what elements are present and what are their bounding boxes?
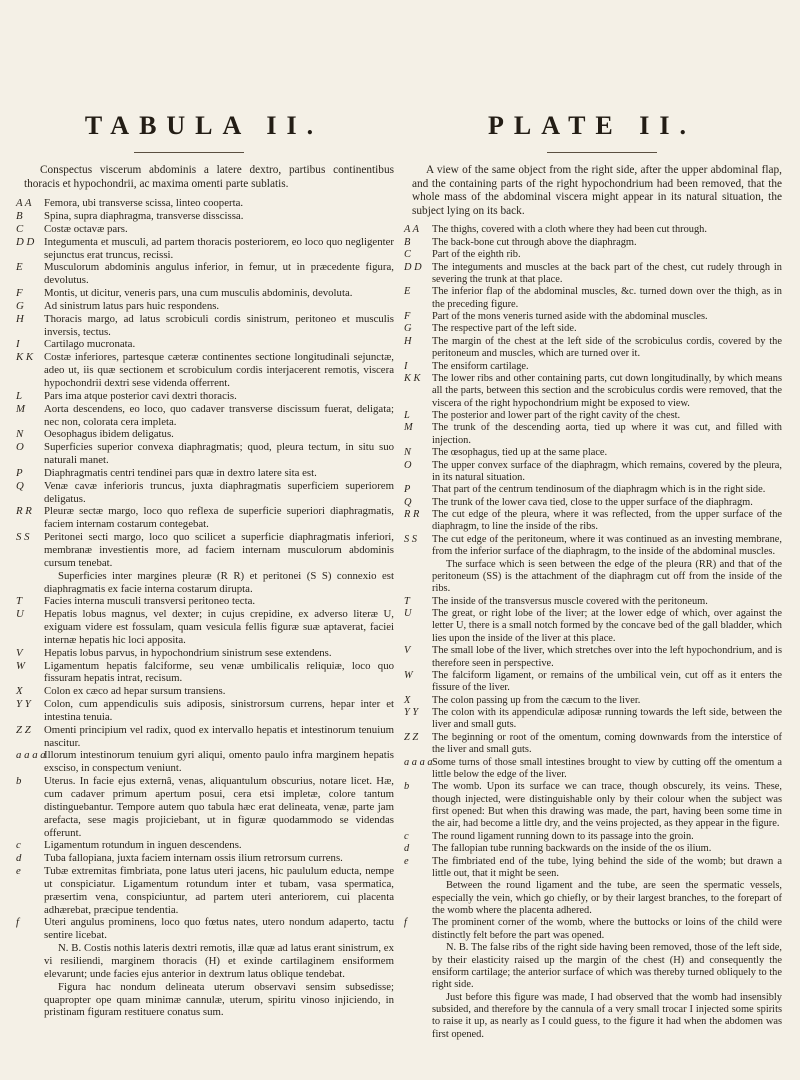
legend-entry (14, 839, 394, 852)
legend-entry (402, 645, 782, 670)
legend-text: The margin of the chest at the left side of the scrobiculus cordis, covered by the peritoneum and muscles, which are turned over it. (432, 335, 782, 360)
legend-text: Costæ inferiores, partesque cæteræ continentes sectione longitudinali sejunctæ, adeo ut, iis quæ sectionem et scrobiculum cordis interjacerent remotis, viscera hypochondrii dextri sese videnda offerrent. (44, 351, 394, 389)
legend-key: c (404, 830, 409, 842)
legend-key: I (16, 338, 20, 351)
legend-key: B (404, 236, 411, 248)
legend-entry (14, 403, 394, 429)
legend-text: That part of the centrum tendinosum of the diaphragm which is in the right side. (432, 484, 766, 496)
legend-text: Superficies inter margines pleuræ (R R) et peritonei (S S) connexio est diaphragmatis ex facie interna costarum dirupta. (44, 569, 394, 595)
legend-entry (14, 698, 394, 724)
legend-text: Diaphragmatis centri tendinei pars quæ in dextro latere sita est. (44, 466, 317, 479)
legend-entry (402, 695, 782, 707)
latin-intro: Conspectus viscerum abdominis a latere dextro, partibus continentibus thoracis et hypochondrii, ac maxima omenti parte sublatis. (24, 164, 394, 190)
legend-entry (402, 311, 782, 323)
legend-entry (402, 670, 782, 695)
legend-text: The fallopian tube running backwards on the inside of the os ilium. (432, 843, 712, 855)
legend-text: The integuments and muscles at the back part of the chest, cut rudely through in severing the trunk at that place. (432, 261, 782, 285)
legend-key: A A (404, 224, 419, 236)
legend-text: The falciform ligament, or remains of the umbilical vein, cut off as it enters the fissure of the liver. (432, 669, 782, 694)
legend-text: Ligamentum rotundum in inguen descendens. (44, 839, 242, 852)
legend-key: X (16, 685, 23, 698)
legend-text: Ligamentum hepatis falciforme, seu venæ umbilicalis reliquiæ, loco quo fissuram hepatis intrat, recisum. (44, 659, 394, 685)
legend-key: K K (404, 372, 421, 384)
legend-text: Pleuræ sectæ margo, loco quo reflexa de superficie superiori diaphragmatis, faciem internam costarum contegebat. (44, 505, 394, 531)
legend-entry (14, 428, 394, 441)
legend-key: E (16, 261, 23, 274)
legend-entry (402, 361, 782, 373)
legend-key: f (16, 916, 19, 929)
legend-text: Integumenta et musculi, ad partem thoracis posteriorem, eo loco quo negligenter sejunctus erat truncus, recissi. (44, 235, 394, 261)
legend-entry (14, 223, 394, 236)
legend-text: Hepatis lobus parvus, in hypochondrium sinistrum sese extendens. (44, 646, 332, 659)
english-column (402, 0, 782, 1041)
legend-key: d (404, 843, 410, 855)
legend-entry (402, 534, 782, 559)
legend-text: The ensiform cartilage. (432, 360, 529, 372)
legend-key: R R (404, 509, 420, 520)
legend-key: H (404, 335, 412, 347)
legend-key: e (404, 855, 409, 867)
latin-legend (14, 197, 394, 1019)
legend-key: M (404, 422, 413, 434)
legend-key: b (404, 781, 410, 793)
legend-entry (14, 390, 394, 403)
legend-entry (402, 460, 782, 485)
legend-entry (402, 237, 782, 249)
legend-key: G (16, 299, 24, 312)
note-paragraph: N. B. Costis nothis lateris dextri remotis, illæ quæ ad latus erant sinistrum, ex vi resiliendi, marginem thoracis (H) et exinde cartilaginem ensiformem elevarunt; unde facies ejus anterior in dextrum latus oblique tendebat. (44, 942, 394, 980)
legend-entry (14, 531, 394, 570)
legend-text: The prominent corner of the womb, where the buttocks or loins of the child were distinctly felt before the part was opened. (432, 917, 782, 941)
legend-text: Montis, ut dicitur, veneris pars, una cum musculis abdominis, devoluta. (44, 287, 353, 300)
legend-key: G (404, 323, 412, 335)
legend-key: S S (16, 531, 30, 544)
legend-entry (14, 775, 394, 839)
legend-key: b (16, 775, 22, 788)
legend-entry (14, 916, 394, 942)
legend-entry (14, 351, 394, 390)
legend-entry (402, 286, 782, 311)
legend-entry (14, 685, 394, 698)
legend-entry (14, 197, 394, 210)
legend-key: R R (16, 505, 32, 518)
legend-text: The trunk of the lower cava tied, close to the upper surface of the diaphragm. (432, 496, 753, 508)
legend-entry (402, 422, 782, 447)
legend-text: Femora, ubi transverse scissa, linteo cooperta. (44, 197, 244, 210)
legend-entry (402, 880, 782, 917)
legend-key: L (16, 389, 23, 402)
legend-text: Venæ cavæ inferioris truncus, juxta diaphragmatis superficiem superiorem deligatus. (44, 479, 394, 505)
legend-key: K K (16, 351, 34, 364)
legend-text: Some turns of those small intestines brought to view by cutting off the omentum a little below the edge of the liver. (432, 756, 782, 780)
legend-entry (14, 570, 394, 596)
legend-key: U (404, 608, 412, 619)
legend-entry (402, 224, 782, 236)
legend-key: O (404, 459, 412, 471)
legend-text: The inferior flap of the abdominal muscles, &c. turned down over the thigh, as in the preceding figure. (432, 286, 782, 310)
legend-text: The cut edge of the pleura, where it was reflected, from the upper surface of the diaphragm, to line the inside of the ribs. (432, 509, 782, 533)
legend-text: Peritonei secti margo, loco quo scilicet a superficie diaphragmatis inferiori, membranæ investientis more, ad faciem internam musculorum abdominis cursum tenebat. (44, 531, 394, 569)
legend-text: Aorta descendens, eo loco, quo cadaver transverse discissum fuerat, deligata; nec non, colorata cera impleta. (44, 402, 394, 428)
legend-entry (402, 262, 782, 287)
legend-key: B (16, 210, 23, 223)
legend-text: The inside of the transversus muscle covered with the peritoneum. (432, 595, 708, 607)
legend-entry (14, 505, 394, 531)
legend-entry (402, 757, 782, 782)
legend-text: Spina, supra diaphragma, transverse disscissa. (44, 210, 244, 223)
legend-text: Between the round ligament and the tube, are seen the spermatic vessels, especially the vein, which go chiefly, or by their largest branches, to the forepart of the womb where the placenta adhered. (432, 880, 782, 916)
legend-key: U (16, 608, 24, 621)
legend-entry (402, 410, 782, 422)
legend-key: X (404, 694, 411, 706)
legend-key: V (404, 645, 411, 657)
legend-text: Thoracis margo, ad latus scrobiculi cordis sinistrum, peritoneo et musculis inversis, tectus. (44, 312, 394, 338)
legend-entry (14, 467, 394, 480)
legend-entry (14, 210, 394, 223)
legend-entry (402, 447, 782, 459)
legend-key: W (16, 659, 25, 672)
legend-entry (402, 249, 782, 261)
legend-key: Q (404, 496, 412, 508)
legend-text: The œsophagus, tied up at the same place. (432, 447, 608, 459)
legend-text: Musculorum abdominis angulus inferior, in femur, ut in præcedente figura, devolutus. (44, 261, 394, 287)
legend-key: S S (404, 533, 417, 545)
legend-text: The cut edge of the peritoneum, where it was continued as an investing membrane, from the inferior surface of the diaphragm, to the inside of the abdominal muscles. (432, 533, 782, 558)
legend-key: P (404, 484, 411, 496)
heading-rule (134, 152, 244, 153)
legend-entry (14, 749, 394, 775)
legend-entry (402, 917, 782, 942)
legend-key: Z Z (404, 731, 419, 743)
legend-text: Pars ima atque posterior cavi dextri thoracis. (44, 389, 237, 402)
legend-entry (14, 441, 394, 467)
legend-entry (402, 509, 782, 534)
legend-key: T (404, 595, 410, 607)
legend-key: e (16, 865, 21, 878)
legend-key: I (404, 360, 408, 372)
legend-entry (14, 852, 394, 865)
legend-text: The lower ribs and other containing parts, cut down longitudinally, by which means all the parts, between this section and the scrobiculus cordis were removed, that the viscera of the right hypochondrium might be exposed to view. (432, 372, 782, 409)
legend-key: D D (404, 261, 422, 273)
note-paragraph: Just before this figure was made, I had observed that the womb had insensibly subsided, and therefore by the cannula of a very small trocar I injected some spirits to raise it up, as nearly as I could guess, to the figure it had when the abdomen was first opened. (432, 991, 782, 1040)
legend-text: Tuba fallopiana, juxta faciem internam ossis ilium retrorsum currens. (44, 852, 343, 865)
legend-key: N (16, 428, 24, 441)
legend-entry (402, 373, 782, 410)
legend-entry (14, 313, 394, 339)
legend-entry (402, 781, 782, 831)
legend-key: a a a a (16, 749, 46, 762)
legend-key: T (16, 595, 23, 608)
legend-key: F (404, 311, 411, 322)
legend-key: H (16, 312, 24, 325)
legend-text: The colon with its appendiculæ adiposæ running towards the left side, between the liver and small guts. (432, 707, 782, 731)
legend-entry (402, 831, 782, 843)
legend-key: D D (16, 235, 35, 248)
legend-key: N (404, 447, 411, 459)
legend-entry (402, 497, 782, 509)
legend-key: Z Z (16, 723, 31, 736)
legend-entry (402, 336, 782, 361)
legend-entry (14, 236, 394, 262)
legend-entry (402, 323, 782, 335)
legend-text: Ad sinistrum latus pars huic respondens. (44, 299, 220, 312)
legend-text: Uteri angulus prominens, loco quo fœtus nates, utero nondum adaperto, tactu sentire licebat. (44, 916, 394, 942)
legend-key: A A (16, 197, 32, 210)
legend-key: E (404, 286, 411, 298)
legend-text: The round ligament running down to its passage into the groin. (432, 830, 694, 842)
legend-entry (14, 338, 394, 351)
legend-key: M (16, 402, 25, 415)
legend-entry (14, 287, 394, 300)
legend-key: Y Y (404, 707, 419, 718)
legend-key: L (404, 410, 410, 421)
legend-key: W (404, 669, 413, 681)
legend-text: The back-bone cut through above the diaphragm. (432, 236, 637, 248)
english-intro: A view of the same object from the right side, after the upper abdominal flap, and the containing parts of the right hypochondrium had been removed, that the whole mass of the abdominal viscera might appear in its natural situation, the subject lying on its back. (412, 164, 782, 217)
legend-key: V (16, 646, 23, 659)
legend-text: Costæ octavæ pars. (44, 222, 128, 235)
legend-entry (14, 660, 394, 686)
legend-text: Part of the eighth rib. (432, 249, 521, 261)
legend-text: The posterior and lower part of the right cavity of the chest. (432, 410, 681, 421)
legend-text: The surface which is seen between the edge of the pleura (RR) and that of the peritoneum (SS) is the attachment of the diaphragm cut off from the inside of the ribs. (432, 558, 782, 595)
legend-entry (402, 484, 782, 496)
legend-entry (402, 559, 782, 596)
legend-text: Hepatis lobus magnus, vel dexter; in cujus crepidine, ex adverso literæ U, exiguam videre est fossulam, quam vesicula fellis figuræ suæ aptaverat, faciei internæ hepatis hic loci apposita. (44, 608, 394, 646)
legend-text: The respective part of the left side. (432, 323, 577, 335)
legend-entry (14, 865, 394, 916)
legend-entry (402, 843, 782, 855)
legend-key: P (16, 466, 23, 479)
legend-entry (402, 596, 782, 608)
legend-entry (14, 595, 394, 608)
legend-text: Colon ex cæco ad hepar sursum transiens. (44, 685, 226, 698)
legend-text: Cartilago mucronata. (44, 338, 136, 351)
legend-text: Illorum intestinorum tenuium gyri aliqui, omento paulo infra marginem hepatis exsciso, in conspectum veniunt. (44, 749, 394, 775)
legend-text: The great, or right lobe of the liver; at the lower edge of which, over against the letter U, there is a small notch formed by the concave bed of the gall bladder, which lies upon the inside of the liver at this place. (432, 608, 782, 644)
legend-text: Tubæ extremitas fimbriata, pone latus uteri jacens, hic paululum educta, nempe ut conspiciatur. Ligamentum rotundum inter et tubam, vasa spermatica, præsertim vena, conspiciuntur, ad partem uteri anteriorem, cui placenta adhærebat, præcipue tendentia. (44, 865, 394, 916)
legend-text: Omenti principium vel radix, quod ex intervallo hepatis et intestinorum tenuium nascitur. (44, 723, 394, 749)
legend-text: The trunk of the descending aorta, tied up where it was cut, and filled with injection. (432, 422, 782, 446)
legend-text: Part of the mons veneris turned aside with the abdominal muscles. (432, 311, 708, 322)
legend-text: Colon, cum appendiculis suis adiposis, sinistrorsum currens, hepar inter et intestina tenuia. (44, 698, 394, 723)
legend-text: Uterus. In facie ejus externâ, venas, aliquantulum obscurius, notare licet. Hæ, cum cadaver primum apertum posui, cera etsi impletæ, colore tantum distinguebantur. Tempore autem quo tabula hæc erat delineata, venæ, parte jam arefacta, sese magis projiciebant, ut in figuræ quodammodo se videndas offerunt. (44, 775, 394, 839)
legend-key: a a a a (404, 756, 433, 768)
legend-entry (14, 480, 394, 506)
legend-key: C (16, 222, 24, 235)
latin-heading: TABULA II. (84, 111, 324, 140)
legend-text: The upper convex surface of the diaphragm, which remains, covered by the pleura, in its natural situation. (432, 459, 782, 483)
english-heading: PLATE II. (488, 111, 696, 140)
legend-text: The thighs, covered with a cloth where they had been cut through. (432, 224, 707, 236)
legend-key: d (16, 852, 22, 865)
legend-text: The colon passing up from the cæcum to the liver. (432, 694, 641, 706)
legend-key: f (404, 917, 407, 929)
legend-text: Superficies superior convexa diaphragmatis; quod, pleura tectum, in situ suo naturali manet. (44, 441, 394, 467)
legend-text: The beginning or root of the omentum, coming downwards from the interstice of the liver and small guts. (432, 731, 782, 756)
legend-entry (402, 608, 782, 645)
note-paragraph: Figura hac nondum delineata uterum observavi sensim subsedisse; quapropter ope quam minimæ cannulæ, uterum, spiritu vinoso injiciendo, in pristinam figuram restituere conatus sum. (44, 980, 394, 1019)
legend-entry (402, 732, 782, 757)
note-paragraph: N. B. The false ribs of the right side having been removed, those of the left side, by their elasticity raised up the margin of the chest (H) and consequently the ensiform cartilage; the anterior surface of which was thereby turned obliquely to the right side. (432, 942, 782, 991)
legend-entry (14, 300, 394, 313)
legend-entry (402, 856, 782, 881)
legend-text: The womb. Upon its surface we can trace, though obscurely, its veins. These, though injected, were distinguishable only by their colour when the subject was first opened: But when this drawing was made, the part, having been some time in the air, had become a little dry, and the veins projected, as they appear in the figure. (432, 781, 782, 830)
legend-key: Q (16, 479, 24, 492)
latin-column (14, 0, 394, 1019)
english-legend (402, 224, 782, 1041)
legend-entry (402, 707, 782, 732)
legend-key: C (404, 249, 411, 261)
legend-key: Y Y (16, 698, 31, 711)
legend-text: The small lobe of the liver, which stretches over into the left hypochondrium, and is therefore seen in perspective. (432, 645, 782, 669)
legend-text: The fimbriated end of the tube, lying behind the side of the womb; but drawn a little out, that it might be seen. (432, 855, 782, 879)
heading-rule (547, 152, 657, 153)
legend-text: Oesophagus ibidem deligatus. (44, 428, 174, 441)
legend-text: Facies interna musculi transversi peritoneo tecta. (44, 595, 256, 608)
legend-entry (14, 724, 394, 750)
legend-entry (14, 261, 394, 287)
legend-key: O (16, 441, 24, 454)
legend-key: c (16, 839, 21, 852)
legend-key: F (16, 287, 23, 300)
legend-entry (14, 647, 394, 660)
legend-entry (14, 608, 394, 647)
